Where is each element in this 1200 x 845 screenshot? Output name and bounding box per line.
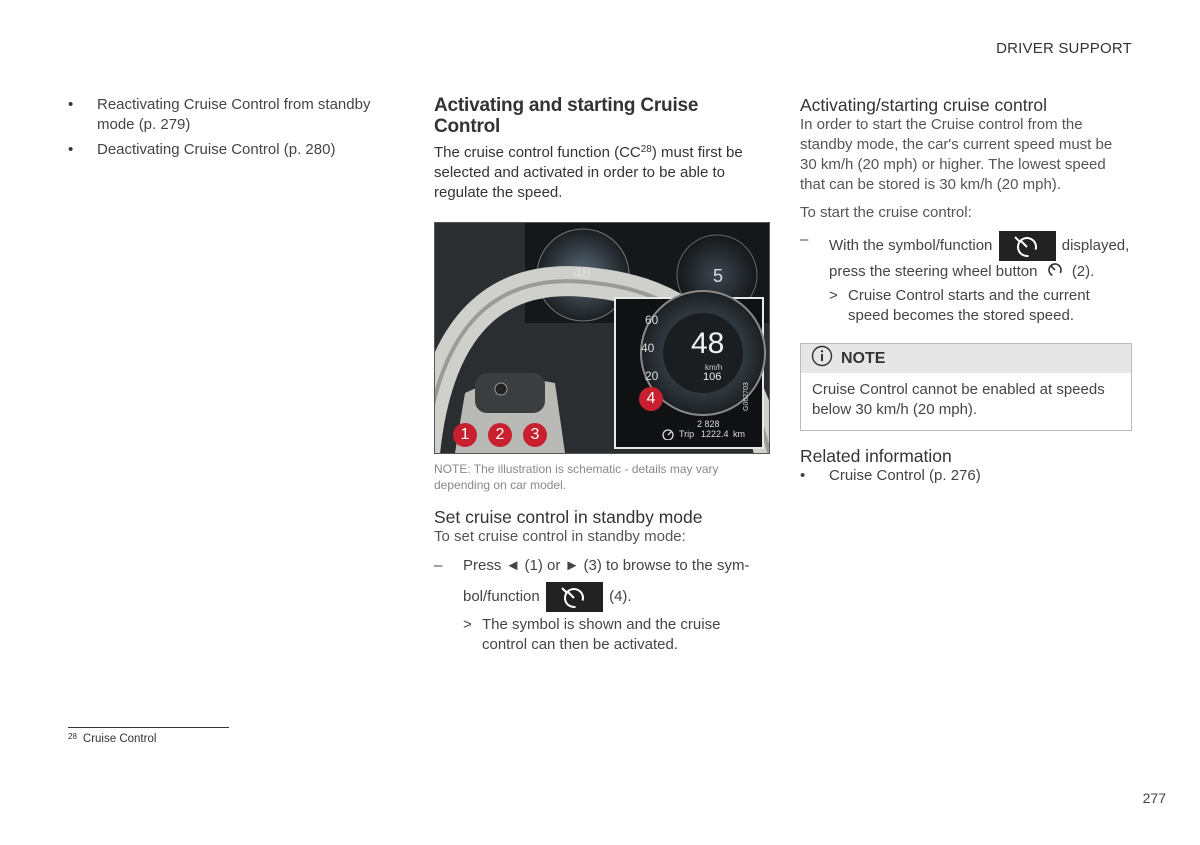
step-text-cont: displayed, (1061, 237, 1130, 254)
step-browse-cont (434, 582, 768, 612)
related-heading: Related information (800, 446, 952, 467)
step-text-press: press the steering wheel button (829, 263, 1038, 280)
result-marker: > (829, 287, 838, 305)
result-text: The symbol is shown and the cruise control can then be activated. (482, 616, 721, 654)
info-icon (811, 345, 833, 372)
intro-text: The cruise control function (CC (434, 144, 641, 161)
right-column (800, 95, 1132, 486)
gauge-right-value: 5 (713, 266, 724, 286)
standby-heading: Set cruise control in standby mode (434, 507, 703, 527)
step-text: With the symbol/function (829, 237, 993, 254)
inset-trip-label: Trip (679, 429, 695, 439)
related-link[interactable]: • Reactivating Cruise Control from standby mode (p. 279) (68, 95, 388, 135)
footnote-divider (68, 727, 229, 728)
step-dash: – (800, 231, 809, 248)
section-header: DRIVER SUPPORT (996, 40, 1132, 57)
scale-40: 40 (641, 341, 655, 355)
step-result (434, 615, 768, 655)
related-link[interactable] (800, 466, 1132, 486)
inset-trip-value: 1222.4 (701, 429, 729, 439)
inset-speed: 48 (691, 327, 725, 360)
dashboard-illustration (434, 222, 770, 454)
step-dash: – (434, 557, 443, 574)
marker-2: 2 (488, 423, 512, 447)
result-marker: > (463, 616, 472, 634)
related-link-text[interactable]: Cruise Control (p. 276) (829, 467, 981, 485)
step-activate (800, 231, 1132, 261)
footnote-marker: 28 (68, 732, 77, 741)
step-text-cont: bol/function (463, 588, 540, 605)
figure-caption: NOTE: The illustration is schematic - details may vary depending on car model. (434, 462, 719, 492)
standby-intro: To set cruise control in standby mode: (434, 528, 686, 545)
steering-button-icon (1046, 261, 1064, 283)
step-text-ref: (4). (609, 588, 632, 605)
gauge-speed: 48 (573, 265, 591, 282)
inset-unit: km/h (705, 363, 723, 372)
bullet-dot: • (800, 467, 806, 485)
intro-text-cont: ) must first be selected and activated in order to be able to regulate the speed. (434, 144, 743, 201)
cruise-control-icon (661, 427, 675, 445)
inset-trip-unit: km (733, 429, 745, 439)
step-activate-cont (800, 261, 1132, 283)
activate-intro: To start the cruise control: (800, 204, 972, 221)
marker-4: 4 (639, 387, 663, 411)
activate-paragraph: In order to start the Cruise control from the standby mode, the car's current speed must be 30 km/h (20 mph) or higher. The lowest speed that can be stored is 30 km/h (20 mph). (800, 116, 1113, 193)
note-header (801, 344, 1131, 373)
main-column (434, 95, 768, 655)
inset-odometer: 2 828 (697, 419, 720, 429)
step-result (800, 286, 1132, 326)
inset-limit: 106 (703, 371, 722, 383)
page-number: 277 (1142, 790, 1166, 806)
step-browse (434, 556, 768, 576)
marker-1: 1 (453, 423, 477, 447)
related-link[interactable]: • Deactivating Cruise Control (p. 280) (68, 140, 388, 160)
section-title: Activating and starting Cruise Control (434, 95, 699, 137)
footnote-text: Cruise Control (82, 733, 157, 745)
note-text: Cruise Control cannot be enabled at speeds below 30 km/h (20 mph). (812, 381, 1105, 419)
note-title: NOTE (841, 349, 886, 367)
step-text-ref: (2). (1071, 263, 1095, 280)
scale-60: 60 (645, 313, 659, 327)
note-box (800, 343, 1132, 431)
cruise-symbol-icon (999, 231, 1056, 261)
scale-20: 20 (645, 369, 659, 383)
footnote-ref[interactable]: 28 (640, 144, 652, 155)
intro-paragraph (434, 140, 768, 203)
marker-3: 3 (523, 423, 547, 447)
related-links-column (68, 95, 388, 165)
figure-code: G062703 (743, 382, 750, 411)
cruise-symbol-icon (546, 582, 603, 612)
result-text: Cruise Control starts and the current speed becomes the stored speed. (848, 287, 1090, 325)
footnote (68, 732, 156, 745)
activate-heading: Activating/starting cruise control (800, 95, 1048, 115)
step-text: Press ◄ (1) or ► (3) to browse to the sym- (463, 557, 750, 574)
